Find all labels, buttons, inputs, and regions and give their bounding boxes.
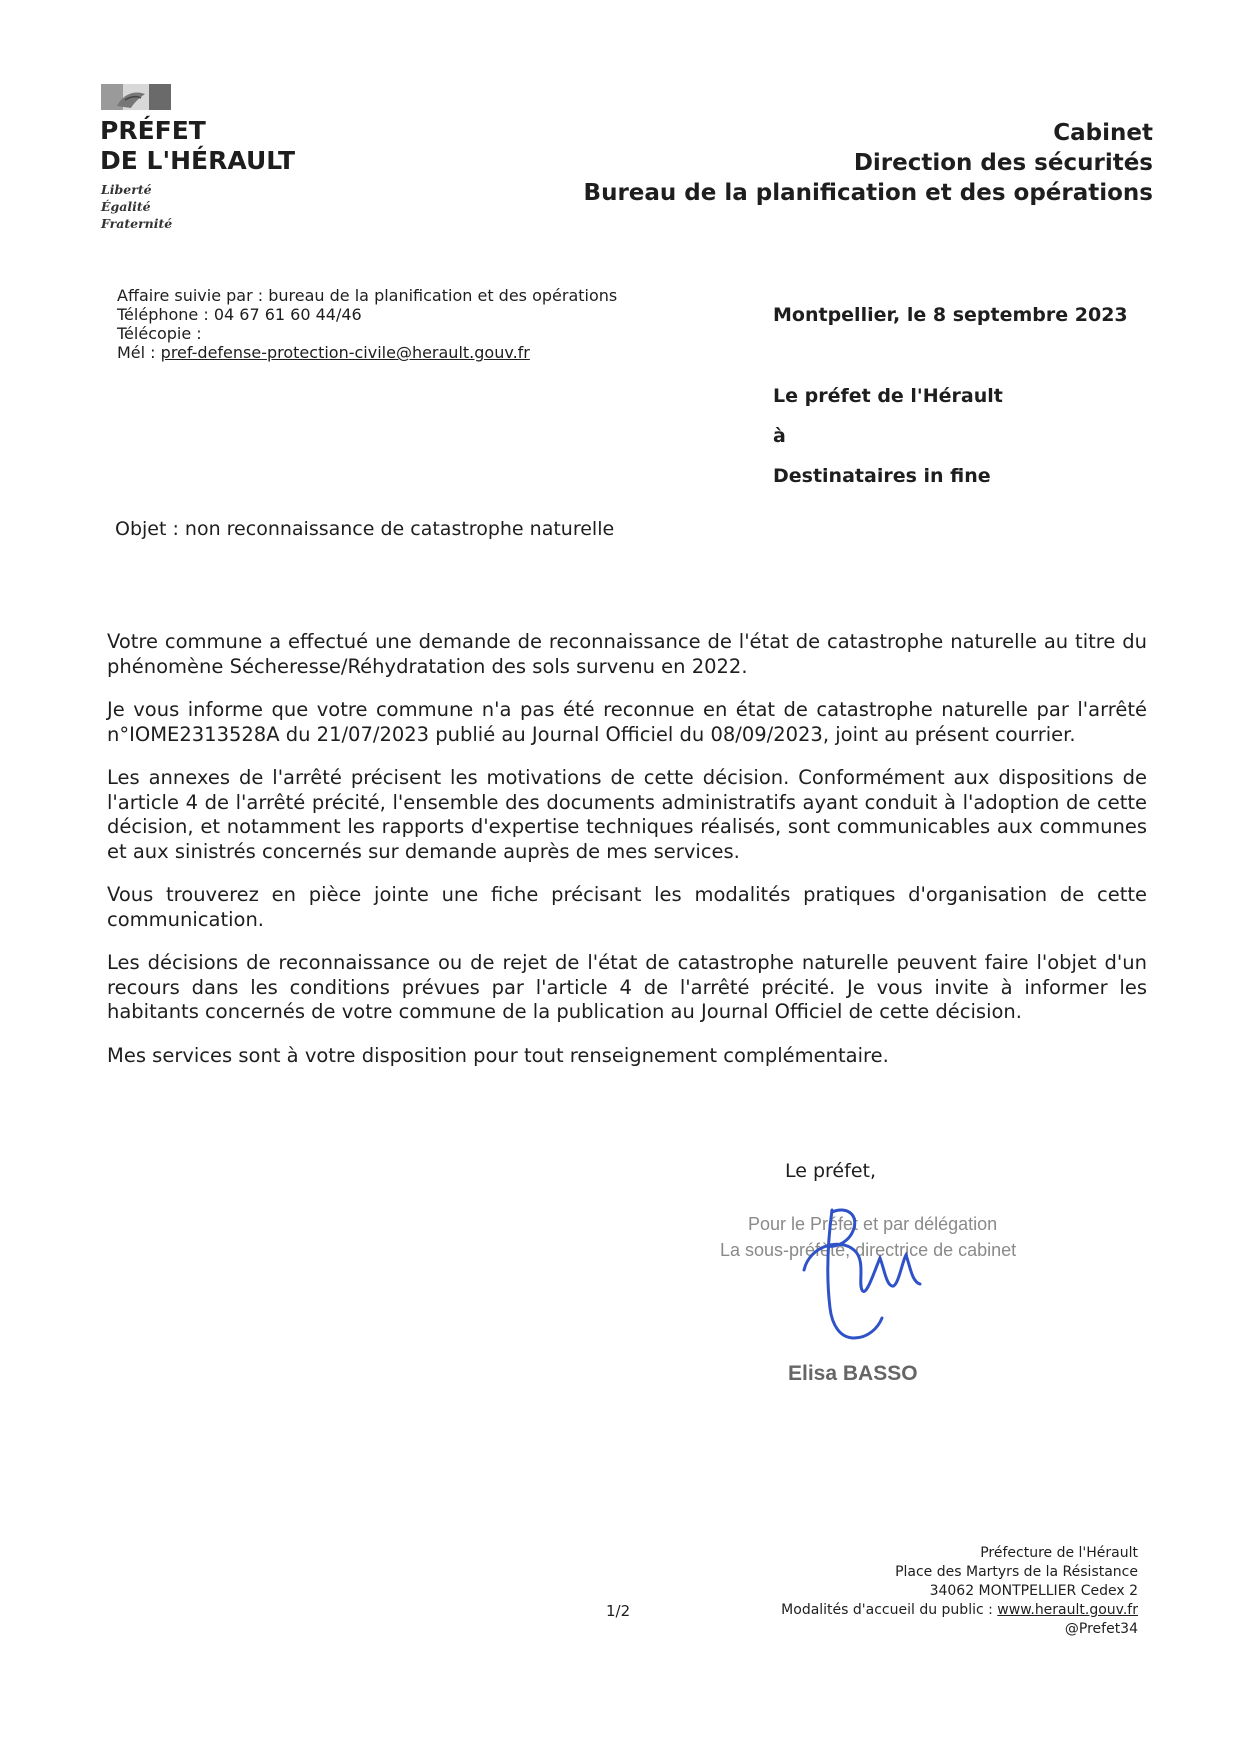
body-paragraph-5: Les décisions de reconnaissance ou de rejet de l'état de catastrophe naturelle peuvent faire l'objet d'un recours dans les conditions prévues par l'article 4 de l'arrêté précité. Je vous invite à informer les habitants concernés de votre commune de la publication au Journal Officiel de cette décision. bbox=[107, 951, 1147, 1023]
contact-affaire: Affaire suivie par : bureau de la planification et des opérations bbox=[117, 286, 618, 305]
stamp-line-1: Pour le Préfet et par délégation bbox=[748, 1214, 998, 1234]
stamp-line-2: La sous-préfète, directrice de cabinet bbox=[720, 1240, 1017, 1260]
footer-address bbox=[781, 1544, 1138, 1639]
letter-subject: Objet : non reconnaissance de catastrophe naturelle bbox=[115, 518, 615, 540]
marianne-logo-icon bbox=[101, 84, 171, 110]
body-paragraph-4: Vous trouverez en pièce jointe une fiche précisant les modalités pratiques d'organisation de cette communication. bbox=[107, 883, 1147, 931]
contact-telecopie: Télécopie : bbox=[117, 324, 202, 343]
page-number: 1/2 bbox=[606, 1602, 631, 1620]
body-paragraph-6: Mes services sont à votre disposition pour tout renseignement complémentaire. bbox=[107, 1043, 889, 1067]
body-paragraph-1: Votre commune a effectué une demande de reconnaissance de l'état de catastrophe naturelle au titre du phénomène Sécheresse/Réhydratation des sols survenu en 2022. bbox=[107, 630, 1147, 678]
service-cabinet: Cabinet bbox=[1053, 120, 1153, 146]
service-bureau: Bureau de la planification et des opérations bbox=[583, 180, 1153, 206]
addressee-to: à bbox=[773, 425, 786, 447]
signatory-name: Elisa BASSO bbox=[788, 1362, 918, 1385]
contact-telephone: Téléphone : 04 67 61 60 44/46 bbox=[117, 305, 362, 324]
letter-body bbox=[107, 630, 1147, 1087]
handwritten-signature-icon bbox=[770, 1200, 950, 1350]
footer-social: @Prefet34 bbox=[1064, 1621, 1138, 1637]
footer-line-2: Place des Martyrs de la Résistance bbox=[895, 1564, 1138, 1580]
prefet-logo-name: PRÉFET DE L'HÉRAULT bbox=[100, 116, 296, 175]
footer-line-3: 34062 MONTPELLIER Cedex 2 bbox=[929, 1583, 1138, 1599]
footer-accueil: Modalités d'accueil du public : www.herault.gouv.fr bbox=[781, 1602, 1138, 1618]
signature-title: Le préfet, bbox=[785, 1160, 876, 1182]
service-direction: Direction des sécurités bbox=[853, 150, 1153, 176]
contact-block bbox=[117, 286, 617, 362]
body-paragraph-2: Je vous informe que votre commune n'a pas été reconnue en état de catastrophe naturelle par l'arrêté n°IOME2313528A du 21/07/2023 publié au Journal Officiel du 08/09/2023, joint au présent courrier. bbox=[107, 698, 1147, 746]
letter-date: Montpellier, le 8 septembre 2023 bbox=[773, 304, 1128, 326]
contact-mel: Mél : pref-defense-protection-civile@herault.gouv.fr bbox=[117, 343, 530, 362]
footer-line-1: Préfecture de l'Hérault bbox=[980, 1545, 1138, 1561]
body-paragraph-3: Les annexes de l'arrêté précisent les motivations de cette décision. Conformément aux dispositions de l'article 4 de l'arrêté précité, l'ensemble des documents administratifs ayant conduit à l'adoption de cette décision, et notamment les rapports d'expertise techniques réalisés, sont communicables aux communes et aux sinistrés concernés sur demande auprès de mes services. bbox=[107, 766, 1147, 863]
republic-motto: Liberté Égalité Fraternité bbox=[101, 182, 173, 231]
contact-email-link[interactable]: pref-defense-protection-civile@herault.gouv.fr bbox=[160, 343, 530, 362]
sender: Le préfet de l'Hérault bbox=[773, 385, 1003, 407]
service-header bbox=[584, 118, 1153, 208]
recipients: Destinataires in fine bbox=[773, 465, 991, 487]
footer-website-link[interactable]: www.herault.gouv.fr bbox=[997, 1602, 1138, 1618]
